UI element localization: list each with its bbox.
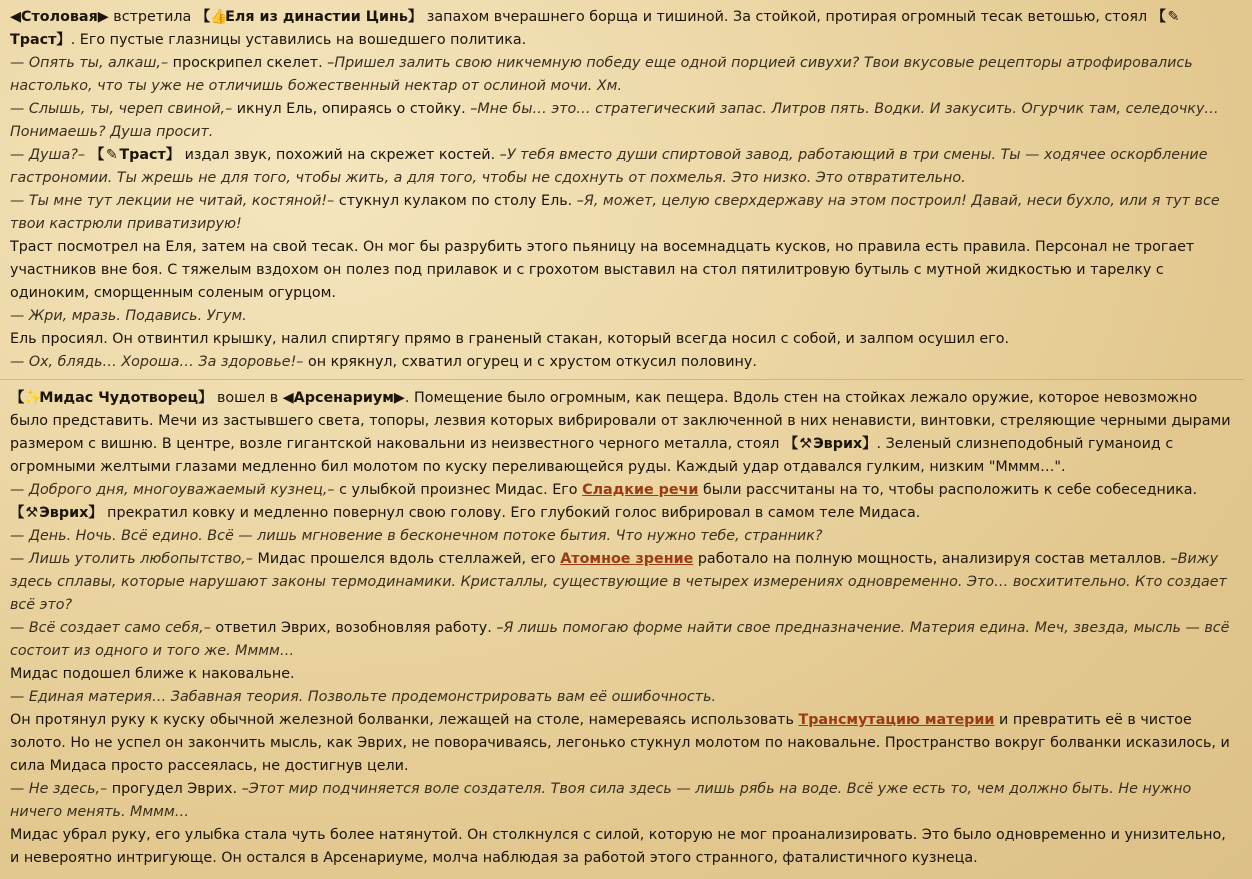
dialogue-paragraph: — Душа?– 【 ✎ Траст】 издал звук, похожий на скрежет костей. –У тебя вместо души спиртовой завод, работающий в три смены. Ты — ходячее оскорбление гастрономии. Ты жрешь не для того, чтобы жить, а для того, чтобы не сдохнуть от похмелья. Это низко. Это отвратительно. [10, 144, 1236, 190]
narration-paragraph: Траст посмотрел на Еля, затем на свой тесак. Он мог бы разрубить этого пьяницу на восемнадцать кусков, но правила есть правила. Персонал не трогает участников вне боя. С тяжелым вздохом он полез под прилавок и с грохотом выставил на стол пятилитровую бутыль с мутной жидкостью и тарелку с одиноким, сморщенным соленым огурцом. [10, 239, 1195, 301]
character-tag[interactable]: 【 ✎Траст】 [10, 9, 1181, 48]
pencil-icon: ✎ [105, 147, 118, 163]
narration-paragraph: Он протянул руку к куску обычной железной болванки, лежащей на столе, намереваясь использовать Трансмутацию материи и превратить её в чистое золото. Но не успел он закончить мысль, как Эврих, не поворачиваясь, легонько стукнул молотом по наковальне. Пространство вокруг болванки исказилось, и сила Мидаса просто рассеялась, не достигнув цели. [10, 712, 1230, 774]
message-divider [0, 379, 1244, 380]
narration-paragraph: 【✨Мидас Чудотворец】 вошел в ◀Арсенариум▶. Помещение было огромным, как пещера. Вдоль стен на стойках лежало оружие, которое невозможно было представить. Мечи из застывшего света, топоры, лезвия которых вибрировали от заключенной в них ненависти, винтовки, стреляющие черными дырами размером с вишню. В центре, возле гигантской наковальни из неизвестного черного металла, стоял 【⚒Эврих】. Зеленый слизнеподобный гуманоид с огромными желтыми глазами медленно бил молотом по куску переливающейся руды. Каждый удар отдавался гулким, низким "Мммм…". [10, 387, 1236, 479]
narration-paragraph: Ель просиял. Он отвинтил крышку, налил спиртягу прямо в граненый стакан, который всегда носил с собой, и залпом осушил его. [10, 331, 1010, 347]
hammer-pick-icon: ⚒ [25, 505, 39, 521]
dialogue-paragraph: — Всё создает само себя,– ответил Эврих, возобновляя работу. –Я лишь помогаю форме найти свое предназначение. Материя едина. Меч, звезда, мысль — всё состоит из одного и того же. Мммм… [10, 620, 1230, 659]
dialogue-paragraph: — Единая материя… Забавная теория. Позвольте продемонстрировать вам её ошибочность. [10, 689, 717, 705]
character-tag[interactable]: 【✨Мидас Чудотворец】 [10, 390, 212, 406]
dialogue-paragraph: — Ох, блядь… Хороша… За здоровье!– он крякнул, схватил огурец и с хрустом откусил половину. [10, 354, 757, 370]
character-tag[interactable]: 【 ✎ Траст】 [85, 147, 180, 163]
narration-paragraph: Мидас подошел ближе к наковальне. [10, 666, 295, 682]
narration-paragraph: 【⚒Эврих】 прекратил ковку и медленно повернул свою голову. Его глубокий голос вибрировал в самом теле Мидаса. [10, 502, 1236, 525]
narration-paragraph: ◀Столовая▶ встретила 【👍Еля из династии Цинь】 запахом вчерашнего борща и тишиной. За стойкой, протирая огромный тесак ветошью, стоял 【 ✎Траст】. Его пустые глазницы уставились на вошедшего политика. [10, 6, 1236, 52]
location-tag[interactable]: ◀Столовая▶ [10, 9, 109, 25]
dialogue-paragraph: — Слышь, ты, череп свиной,– икнул Ель, опираясь о стойку. –Мне бы… это… стратегический запас. Литров пять. Водки. И закусить. Огурчик там, селедочку… Понимаешь? Душа просит. [10, 101, 1219, 140]
dialogue-paragraph: — Опять ты, алкаш,– проскрипел скелет. –Пришел залить свою никчемную победу еще одной порцией сивухи? Твои вкусовые рецепторы атрофировались настолько, что ты уже не отличишь божественный нектар от ослиной мочи. Хм. [10, 55, 1193, 94]
pencil-icon: ✎ [1167, 9, 1180, 25]
dialogue-paragraph: — Ты мне тут лекции не читай, костяной!– стукнул кулаком по столу Ель. –Я, может, целую сверхдержаву на этом построил! Давай, неси бухло, или я тут все твои кастрюли приватизирую! [10, 193, 1220, 232]
skill-link[interactable]: Трансмутацию материи [798, 712, 995, 728]
sparkle-icon: ✨ [24, 390, 43, 406]
character-tag[interactable]: 【⚒Эврих】 [10, 505, 103, 521]
dialogue-paragraph: — Доброго дня, многоуважаемый кузнец,– с улыбкой произнес Мидас. Его Сладкие речи были рассчитаны на то, чтобы расположить к себе собеседника. [10, 482, 1198, 498]
skill-link[interactable]: Сладкие речи [582, 482, 699, 498]
thumbs-up-icon: 👍 [210, 9, 228, 25]
skill-link[interactable]: Атомное зрение [560, 551, 694, 567]
location-tag[interactable]: ◀Арсенариум▶ [282, 390, 405, 406]
hammer-pick-icon: ⚒ [799, 436, 813, 452]
character-tag[interactable]: 【👍Еля из династии Цинь】 [196, 9, 422, 25]
dialogue-paragraph: — Жри, мразь. Подавись. Угум. [10, 308, 247, 324]
narration-paragraph: Мидас убрал руку, его улыбка стала чуть более натянутой. Он столкнулся с силой, которую не мог проанализировать. Это было одновременно и унизительно, и невероятно интригующе. Он остался в Арсенариуме, молча наблюдая за работой этого странного, фаталистичного кузнеца. [10, 827, 1226, 866]
dialogue-paragraph: — Лишь утолить любопытство,– Мидас прошелся вдоль стеллажей, его Атомное зрение работало на полную мощность, анализируя состав металлов. –Вижу здесь сплавы, которые нарушают законы термодинамики. Кристаллы, существующие в четырех измерениях одновременно. Это… восхитительно. Кто создает всё это? [10, 551, 1227, 613]
character-tag[interactable]: 【⚒Эврих】 [784, 436, 877, 452]
dialogue-paragraph: — День. Ночь. Всё едино. Всё — лишь мгновение в бесконечном потоке бытия. Что нужно тебе, странник? [10, 528, 823, 544]
dialogue-paragraph: — Не здесь,– прогудел Эврих. –Этот мир подчиняется воле создателя. Твоя сила здесь — лишь рябь на воде. Всё уже есть то, чем должно быть. Не нужно ничего менять. Мммм… [10, 781, 1192, 820]
